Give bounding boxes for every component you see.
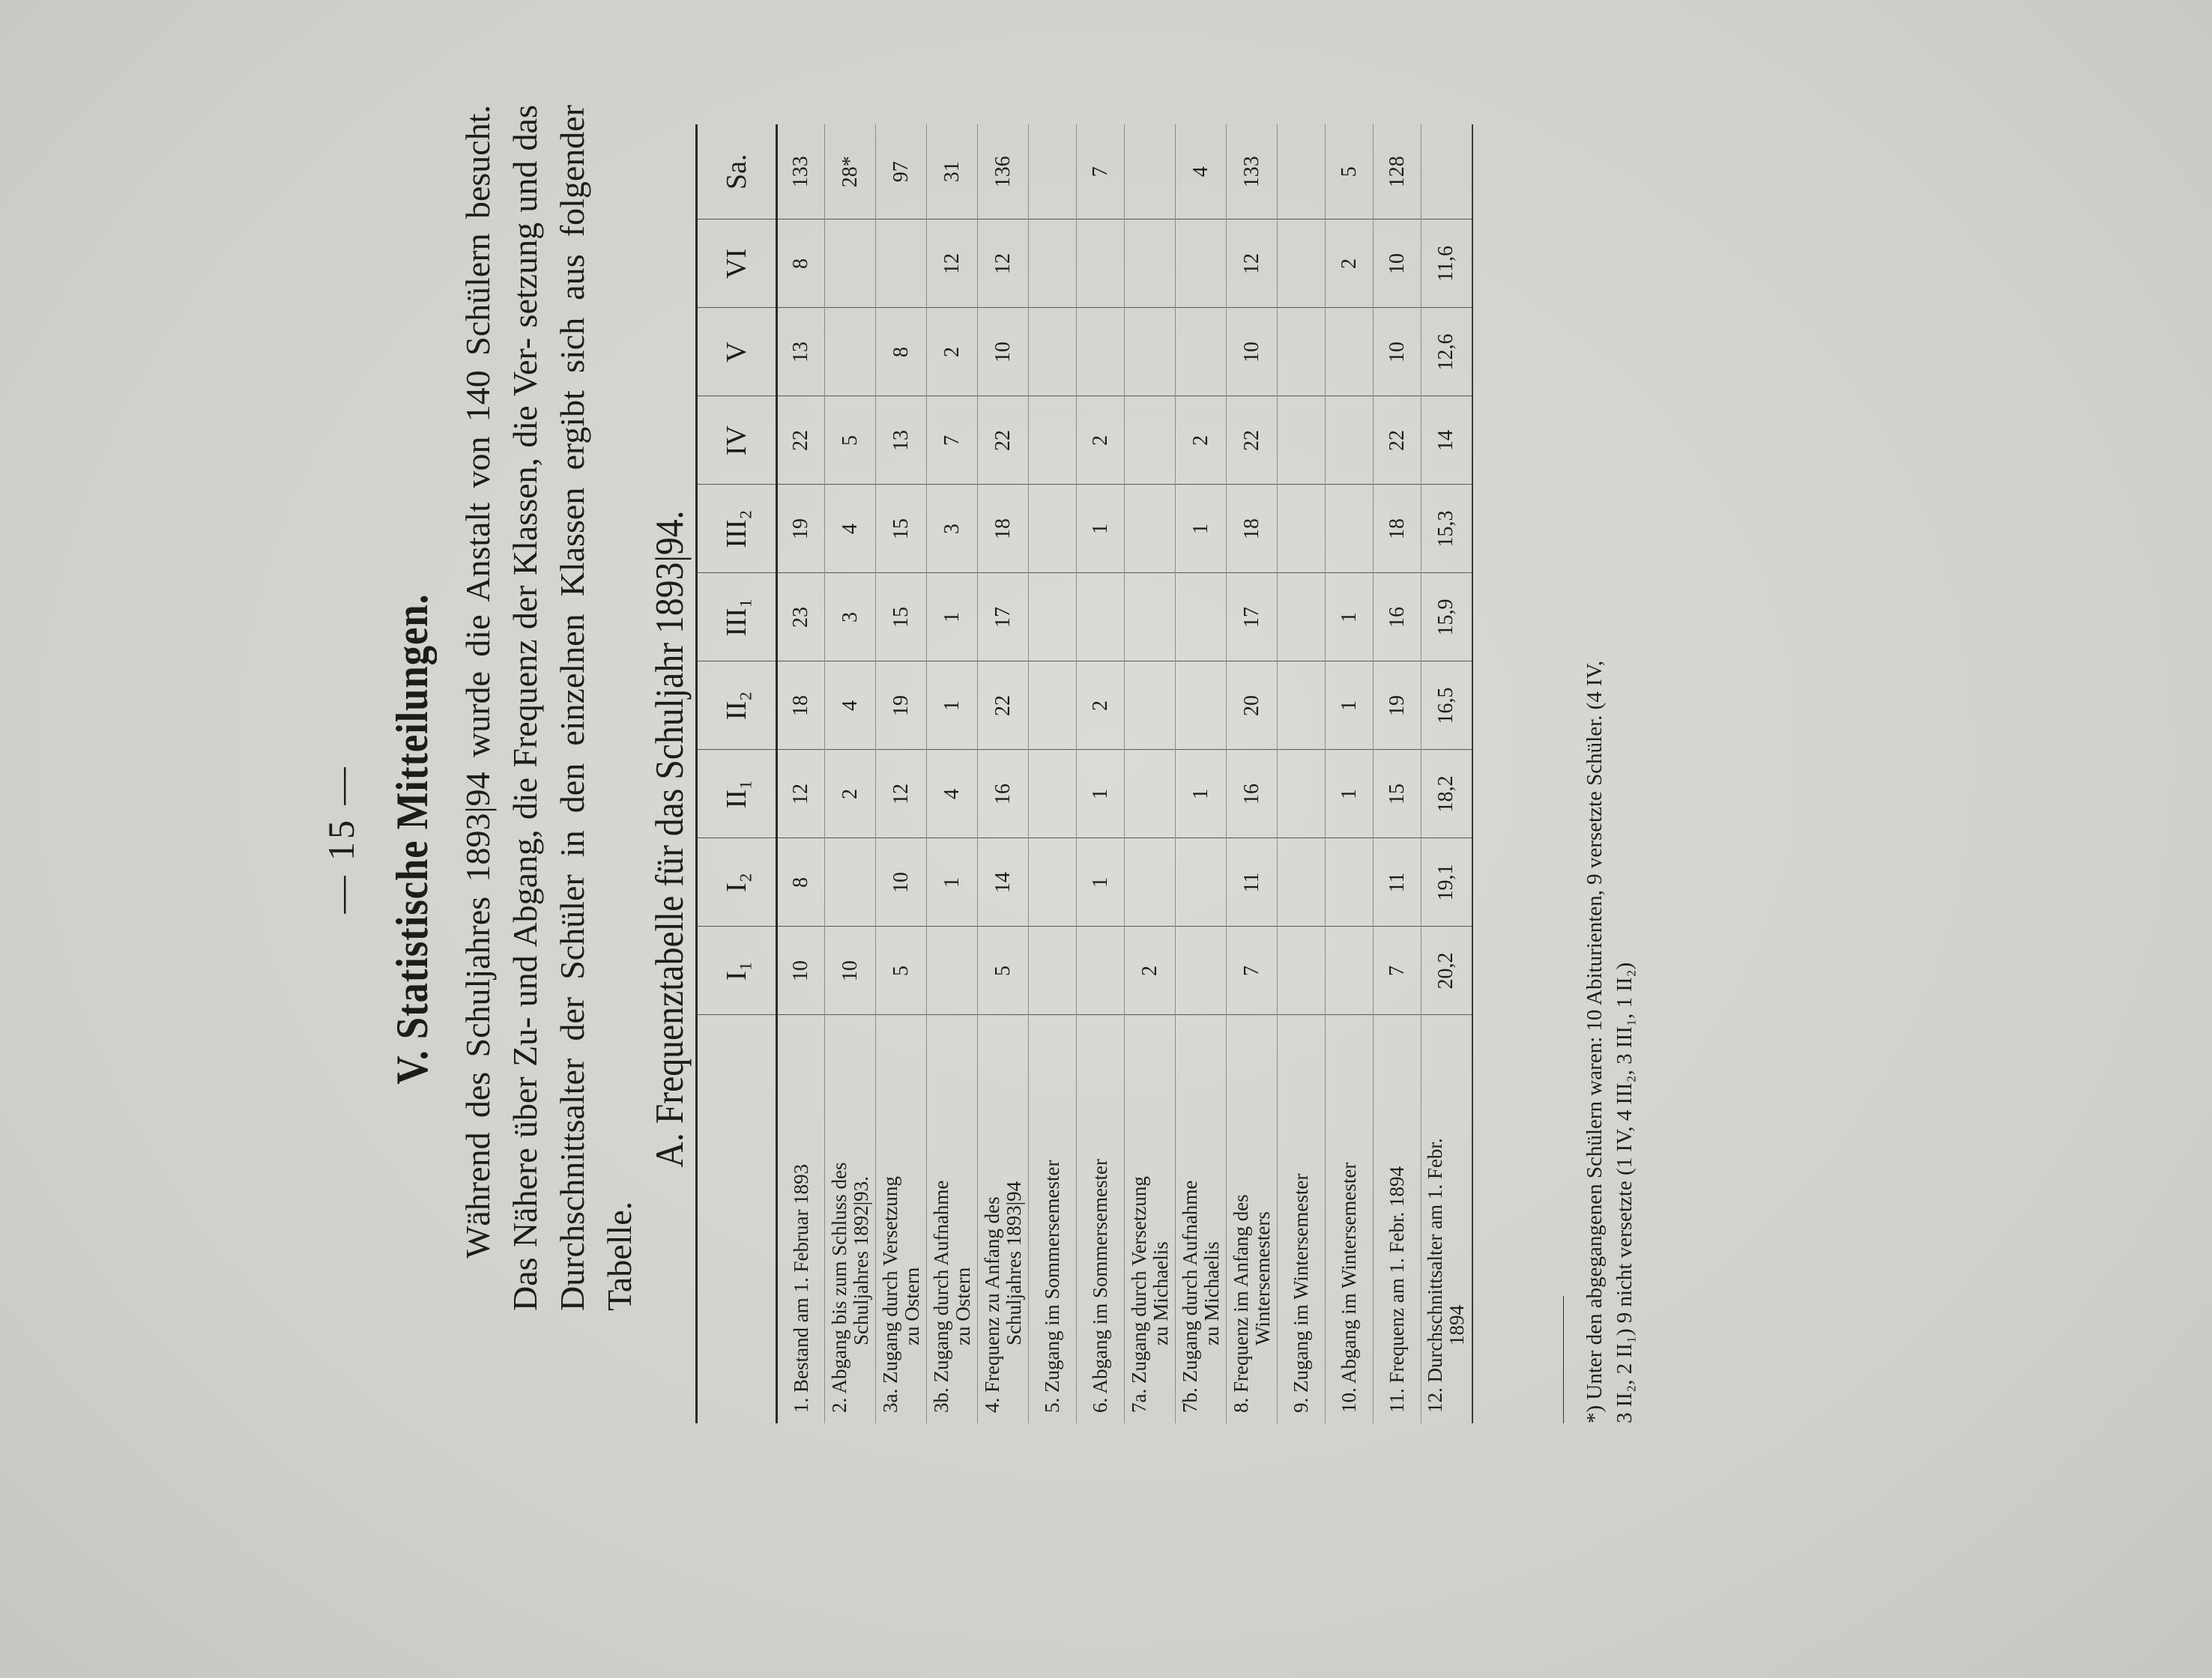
table-header-row — [697, 124, 777, 1423]
row-label-line: zu Ostern — [951, 1267, 974, 1345]
table-cell: 5 — [1326, 124, 1374, 219]
row-label-line: 12. Durchschnittsalter am 1. Febr. — [1424, 1138, 1447, 1413]
row-label-line: zu Michaelis — [1149, 1241, 1172, 1345]
table-cell: 133 — [777, 124, 825, 219]
table-cell — [825, 219, 876, 308]
table-cell — [1125, 396, 1176, 485]
table-row — [825, 124, 876, 1423]
table-row — [1227, 124, 1278, 1423]
header-class-v: V — [697, 308, 777, 396]
table-cell: 1 — [1326, 750, 1374, 838]
table-cell — [1278, 661, 1326, 750]
table-cell — [1326, 396, 1374, 485]
table-cell: 2 — [1176, 396, 1227, 485]
table-cell: 16 — [1227, 750, 1278, 838]
table-cell: 136 — [978, 124, 1029, 219]
header-class-iii2: III₂ — [697, 485, 777, 573]
table-cell — [1029, 838, 1077, 927]
row-label — [1125, 1015, 1176, 1423]
table-row — [1374, 124, 1421, 1423]
table-cell: 15 — [876, 485, 927, 573]
table-cell — [1029, 396, 1077, 485]
table-cell: 12 — [1227, 219, 1278, 308]
table-body — [777, 124, 1472, 1423]
row-label — [1176, 1015, 1227, 1423]
footnote-line-2: 3 II₂, 2 II₁) 9 nicht versetzte (1 IV, 4 III₂, 3 III₁, 1 II₂) — [1613, 962, 1637, 1423]
table-cell: 13 — [876, 396, 927, 485]
table-cell: 22 — [777, 396, 825, 485]
table-cell: 15,3 — [1421, 485, 1472, 573]
table-cell — [1176, 308, 1227, 396]
table-cell: 8 — [777, 838, 825, 927]
row-label — [1029, 1015, 1077, 1423]
footnote-line-1: *) Unter den abgegangenen Schülern waren: 10 Abiturienten, 9 versetzte Schüler. (4 IV, — [1583, 660, 1607, 1423]
table-cell — [1125, 750, 1176, 838]
row-label-line: 1. Bestand am 1. Februar 1893 — [789, 1163, 812, 1413]
row-label-line: 3b. Zugang durch Aufnahme — [929, 1180, 952, 1413]
table-cell: 23 — [777, 573, 825, 661]
table-row — [876, 124, 927, 1423]
table-cell: 7 — [927, 396, 978, 485]
table-cell — [1176, 219, 1227, 308]
table-cell: 1 — [927, 661, 978, 750]
table-cell: 15,9 — [1421, 573, 1472, 661]
row-label-line: Schuljahres 1893|94 — [1002, 1181, 1025, 1345]
table-cell: 28* — [825, 124, 876, 219]
table-row — [1029, 124, 1077, 1423]
header-class-ii1: II₁ — [697, 750, 777, 838]
table-cell — [1176, 838, 1227, 927]
page-number: — 15 — — [320, 764, 362, 914]
table-cell: 19 — [777, 485, 825, 573]
row-label-line: 9. Zugang im Wintersemester — [1290, 1173, 1312, 1413]
table-cell: 1 — [1326, 573, 1374, 661]
table-cell — [1278, 573, 1326, 661]
table-cell: 1 — [1176, 750, 1227, 838]
table-cell: 10 — [1227, 308, 1278, 396]
table-cell: 128 — [1374, 124, 1421, 219]
row-label-line: 11. Frequenz am 1. Febr. 1894 — [1385, 1166, 1408, 1413]
row-label-line: 5. Zugang im Sommersemester — [1041, 1160, 1063, 1413]
table-cell: 1 — [1077, 838, 1125, 927]
table-cell: 15 — [1374, 750, 1421, 838]
row-label — [927, 1015, 978, 1423]
table-cell — [825, 308, 876, 396]
table-cell: 5 — [978, 927, 1029, 1015]
table-cell: 5 — [825, 396, 876, 485]
table-cell: 8 — [876, 308, 927, 396]
table-cell: 11,6 — [1421, 219, 1472, 308]
table-cell: 4 — [1176, 124, 1227, 219]
row-label-line: 7b. Zugang durch Aufnahme — [1178, 1180, 1201, 1413]
table-cell — [1278, 750, 1326, 838]
table-cell — [1278, 485, 1326, 573]
row-label — [1278, 1015, 1326, 1423]
table-cell: 20 — [1227, 661, 1278, 750]
row-label-line: 6. Abgang im Sommersemester — [1089, 1159, 1111, 1413]
table-cell: 2 — [825, 750, 876, 838]
intro-line-2: besucht. Das Nähere über Zu- und Abgang, die Frequenz der Klassen, die Ver- — [459, 105, 544, 1311]
header-class-iii1: III₁ — [697, 573, 777, 661]
row-label — [1421, 1015, 1472, 1423]
table-cell — [1125, 485, 1176, 573]
table-cell: 19,1 — [1421, 838, 1472, 927]
table-cell: 133 — [1227, 124, 1278, 219]
intro-line-3: setzung und das Durchschnittsalter der Schüler in den einzelnen Klassen ergibt — [506, 104, 591, 1311]
header-class-i1: I₁ — [697, 927, 777, 1015]
table-cell: 12 — [978, 219, 1029, 308]
row-label — [825, 1015, 876, 1423]
row-label-line: 4. Frequenz zu Anfang des — [980, 1196, 1003, 1413]
table-cell: 22 — [1227, 396, 1278, 485]
table-cell: 5 — [876, 927, 927, 1015]
table-cell: 13 — [777, 308, 825, 396]
table-cell: 18 — [1227, 485, 1278, 573]
table-cell: 12,6 — [1421, 308, 1472, 396]
table-row — [777, 124, 825, 1423]
table-cell: 18 — [777, 661, 825, 750]
table-cell: 1 — [927, 838, 978, 927]
table-cell: 12 — [876, 750, 927, 838]
section-title: V. Statistische Mitteilungen. — [387, 593, 437, 1085]
table-cell: 2 — [1077, 661, 1125, 750]
table-cell: 17 — [978, 573, 1029, 661]
table-cell — [1029, 750, 1077, 838]
table-cell — [1029, 927, 1077, 1015]
table-cell: 3 — [927, 485, 978, 573]
table-cell: 22 — [978, 661, 1029, 750]
table-cell: 1 — [1077, 485, 1125, 573]
table-cell: 3 — [825, 573, 876, 661]
table-row — [978, 124, 1029, 1423]
table-cell: 12 — [927, 219, 978, 308]
header-class-vi: VI — [697, 219, 777, 308]
intro-line-4: sich aus folgender Tabelle. — [553, 104, 638, 1311]
table-cell — [1326, 308, 1374, 396]
table-cell: 20,2 — [1421, 927, 1472, 1015]
table-cell: 11 — [1374, 838, 1421, 927]
table-cell: 10 — [876, 838, 927, 927]
intro-line-1: Während des Schuljahres 1893|94 wurde die Anstalt von 140 Schülern — [459, 233, 497, 1258]
row-label-line: 2. Abgang bis zum Schluss des — [827, 1162, 850, 1413]
table-cell — [1278, 124, 1326, 219]
table-cell: 18 — [978, 485, 1029, 573]
table-cell — [1278, 838, 1326, 927]
row-label-line: 8. Frequenz im Anfang des — [1229, 1194, 1252, 1413]
table-cell: 1 — [1326, 661, 1374, 750]
table-cell: 10 — [978, 308, 1029, 396]
table-cell — [1077, 219, 1125, 308]
table-row — [1077, 124, 1125, 1423]
table-cell: 18,2 — [1421, 750, 1472, 838]
table-cell — [1326, 927, 1374, 1015]
row-label-line: zu Ostern — [900, 1267, 923, 1345]
header-sum: Sa. — [697, 124, 777, 219]
rotated-document-page — [72, 75, 2140, 1603]
row-label-line: 10. Abgang im Wintersemester — [1338, 1162, 1360, 1413]
table-cell: 2 — [1326, 219, 1374, 308]
table-cell — [1278, 396, 1326, 485]
table-cell: 22 — [1374, 396, 1421, 485]
table-cell — [1125, 219, 1176, 308]
table-cell: 22 — [978, 396, 1029, 485]
table-cell — [1029, 573, 1077, 661]
table-cell: 15 — [876, 573, 927, 661]
frequency-table — [695, 124, 1473, 1423]
table-cell: 4 — [825, 661, 876, 750]
table-cell — [1077, 573, 1125, 661]
header-class-i2: I₂ — [697, 838, 777, 927]
row-label — [777, 1015, 825, 1423]
table-cell — [1029, 219, 1077, 308]
table-cell — [927, 927, 978, 1015]
table-cell — [1421, 124, 1472, 219]
row-label-line: zu Michaelis — [1200, 1241, 1223, 1345]
table-cell: 19 — [876, 661, 927, 750]
row-label-line: Wintersemesters — [1251, 1211, 1274, 1345]
table-cell — [876, 219, 927, 308]
table-cell — [1029, 485, 1077, 573]
table-cell: 4 — [825, 485, 876, 573]
table-cell: 31 — [927, 124, 978, 219]
table-cell — [1125, 308, 1176, 396]
footnote — [1580, 112, 1640, 1423]
row-label — [1326, 1015, 1374, 1423]
row-label — [876, 1015, 927, 1423]
table-cell — [1326, 838, 1374, 927]
table-cell: 2 — [927, 308, 978, 396]
table-cell — [1029, 661, 1077, 750]
table-cell — [1176, 573, 1227, 661]
row-label — [1077, 1015, 1125, 1423]
table-cell: 16 — [978, 750, 1029, 838]
header-class-ii2: II₂ — [697, 661, 777, 750]
table-cell — [1029, 308, 1077, 396]
table-cell: 4 — [927, 750, 978, 838]
table-row — [1125, 124, 1176, 1423]
intro-paragraph — [454, 105, 643, 1311]
footnote-rule — [1563, 1296, 1564, 1423]
table-cell: 10 — [825, 927, 876, 1015]
table-cell: 17 — [1227, 573, 1278, 661]
table-cell — [825, 838, 876, 927]
table-cell: 14 — [978, 838, 1029, 927]
table-cell: 1 — [927, 573, 978, 661]
table-cell: 1 — [1176, 485, 1227, 573]
table-cell: 10 — [1374, 219, 1421, 308]
header-class-iv: IV — [697, 396, 777, 485]
table-cell: 16,5 — [1421, 661, 1472, 750]
table-cell: 7 — [1077, 124, 1125, 219]
table-cell: 11 — [1227, 838, 1278, 927]
table-cell: 7 — [1374, 927, 1421, 1015]
table-cell: 1 — [1077, 750, 1125, 838]
table-row — [1176, 124, 1227, 1423]
table-cell — [1278, 927, 1326, 1015]
table-cell: 16 — [1374, 573, 1421, 661]
table-cell — [1176, 927, 1227, 1015]
table-cell: 12 — [777, 750, 825, 838]
table-cell: 97 — [876, 124, 927, 219]
table-cell: 10 — [777, 927, 825, 1015]
table-cell — [1278, 308, 1326, 396]
row-label — [978, 1015, 1029, 1423]
row-label — [1374, 1015, 1421, 1423]
table-cell — [1176, 661, 1227, 750]
table-row — [1421, 124, 1472, 1423]
row-label — [1227, 1015, 1278, 1423]
table-cell — [1077, 927, 1125, 1015]
table-cell: 18 — [1374, 485, 1421, 573]
table-cell — [1029, 124, 1077, 219]
row-label-line: 1894 — [1445, 1305, 1469, 1345]
row-label-line: 3a. Zugang durch Versetzung — [878, 1176, 901, 1413]
table-cell: 19 — [1374, 661, 1421, 750]
table-cell: 2 — [1125, 927, 1176, 1015]
table-cell — [1125, 124, 1176, 219]
table-row — [1278, 124, 1326, 1423]
table-title: A. Frequenztabelle für das Schuljahr 1893|94. — [648, 510, 692, 1168]
header-blank — [697, 1015, 777, 1423]
row-label-line: 7a. Zugang durch Versetzung — [1127, 1176, 1150, 1413]
row-label-line: Schuljahres 1892|93. — [849, 1176, 872, 1345]
table-cell — [1125, 838, 1176, 927]
table-cell: 2 — [1077, 396, 1125, 485]
table-cell — [1077, 308, 1125, 396]
table-cell — [1125, 661, 1176, 750]
table-cell — [1278, 219, 1326, 308]
table-cell: 10 — [1374, 308, 1421, 396]
table-cell — [1326, 485, 1374, 573]
table-row — [927, 124, 978, 1423]
table-cell: 8 — [777, 219, 825, 308]
table-cell: 7 — [1227, 927, 1278, 1015]
table-cell — [1125, 573, 1176, 661]
table-row — [1326, 124, 1374, 1423]
table-cell: 14 — [1421, 396, 1472, 485]
